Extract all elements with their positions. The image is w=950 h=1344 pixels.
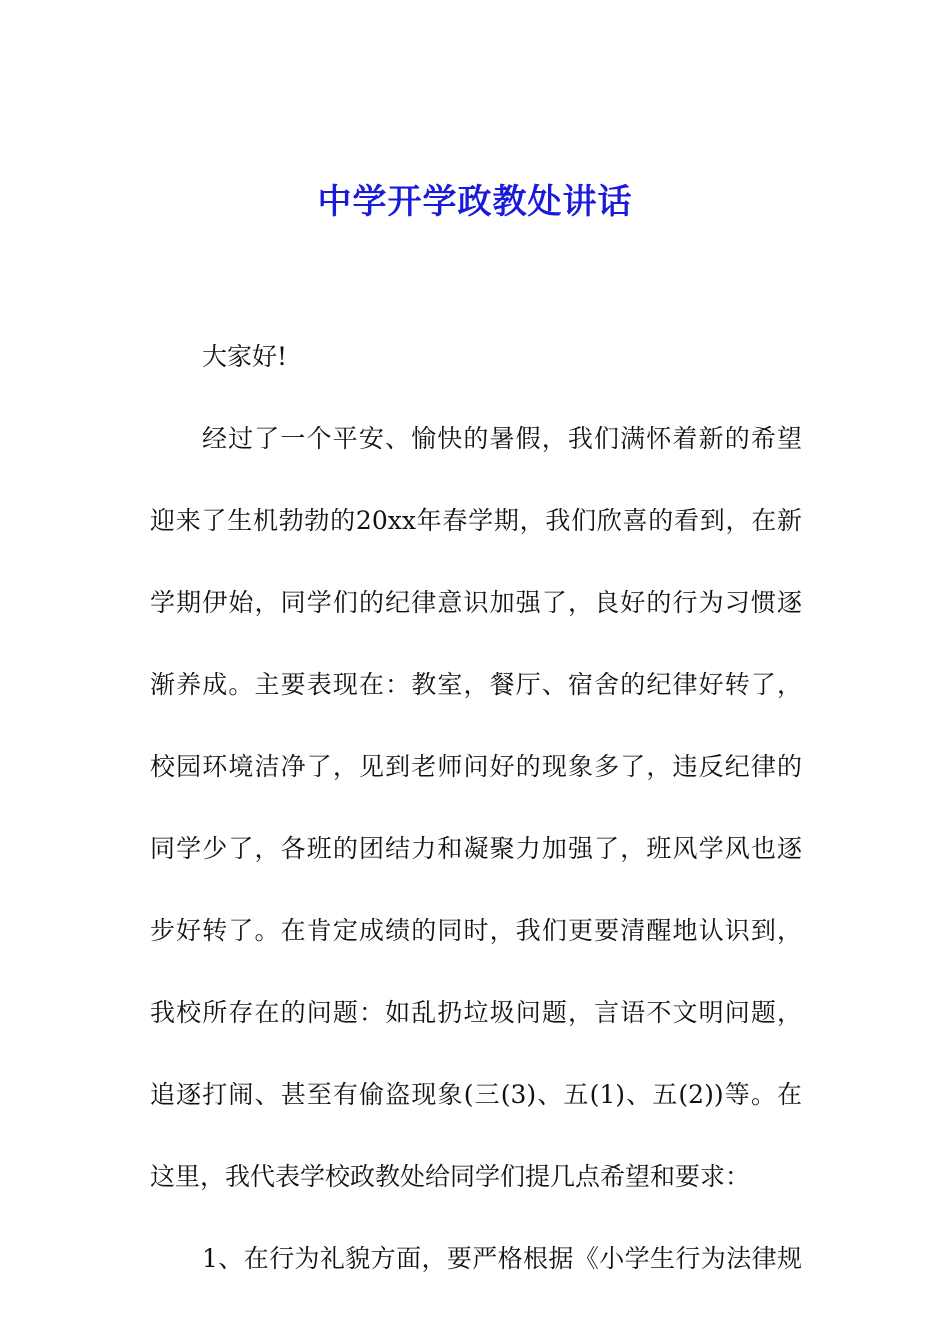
document-body [150, 329, 802, 1313]
paragraph-line: 步好转了。在肯定成绩的同时，我们更要清醒地认识到， [150, 916, 802, 945]
paragraph-line: 这里，我代表学校政教处给同学们提几点希望和要求： [150, 1162, 751, 1191]
paragraph-line: 经过了一个平安、愉快的暑假，我们满怀着新的希望 [202, 424, 802, 453]
paragraph-line: 同学少了，各班的团结力和凝聚力加强了，班风学风也逐 [150, 834, 802, 863]
document-title: 中学开学政教处讲话 [317, 182, 633, 222]
paragraph-line: 迎来了生机勃勃的20xx年春学期，我们欣喜的看到，在新 [150, 506, 802, 535]
paragraph-line: 大家好! [202, 342, 288, 371]
paragraph-line: 校园环境洁净了，见到老师问好的现象多了，违反纪律的 [150, 752, 802, 781]
paragraph-line: 1、在行为礼貌方面，要严格根据《小学生行为法律规 [202, 1244, 802, 1273]
paragraph-line: 我校所存在的问题：如乱扔垃圾问题，言语不文明问题， [150, 998, 802, 1027]
paragraph-line: 渐养成。主要表现在：教室，餐厅、宿舍的纪律好转了， [150, 670, 802, 699]
paragraph-line: 追逐打闹、甚至有偷盗现象(三(3)、五(1)、五(2))等。在 [150, 1080, 802, 1109]
paragraph-line: 学期伊始，同学们的纪律意识加强了，良好的行为习惯逐 [150, 588, 802, 617]
